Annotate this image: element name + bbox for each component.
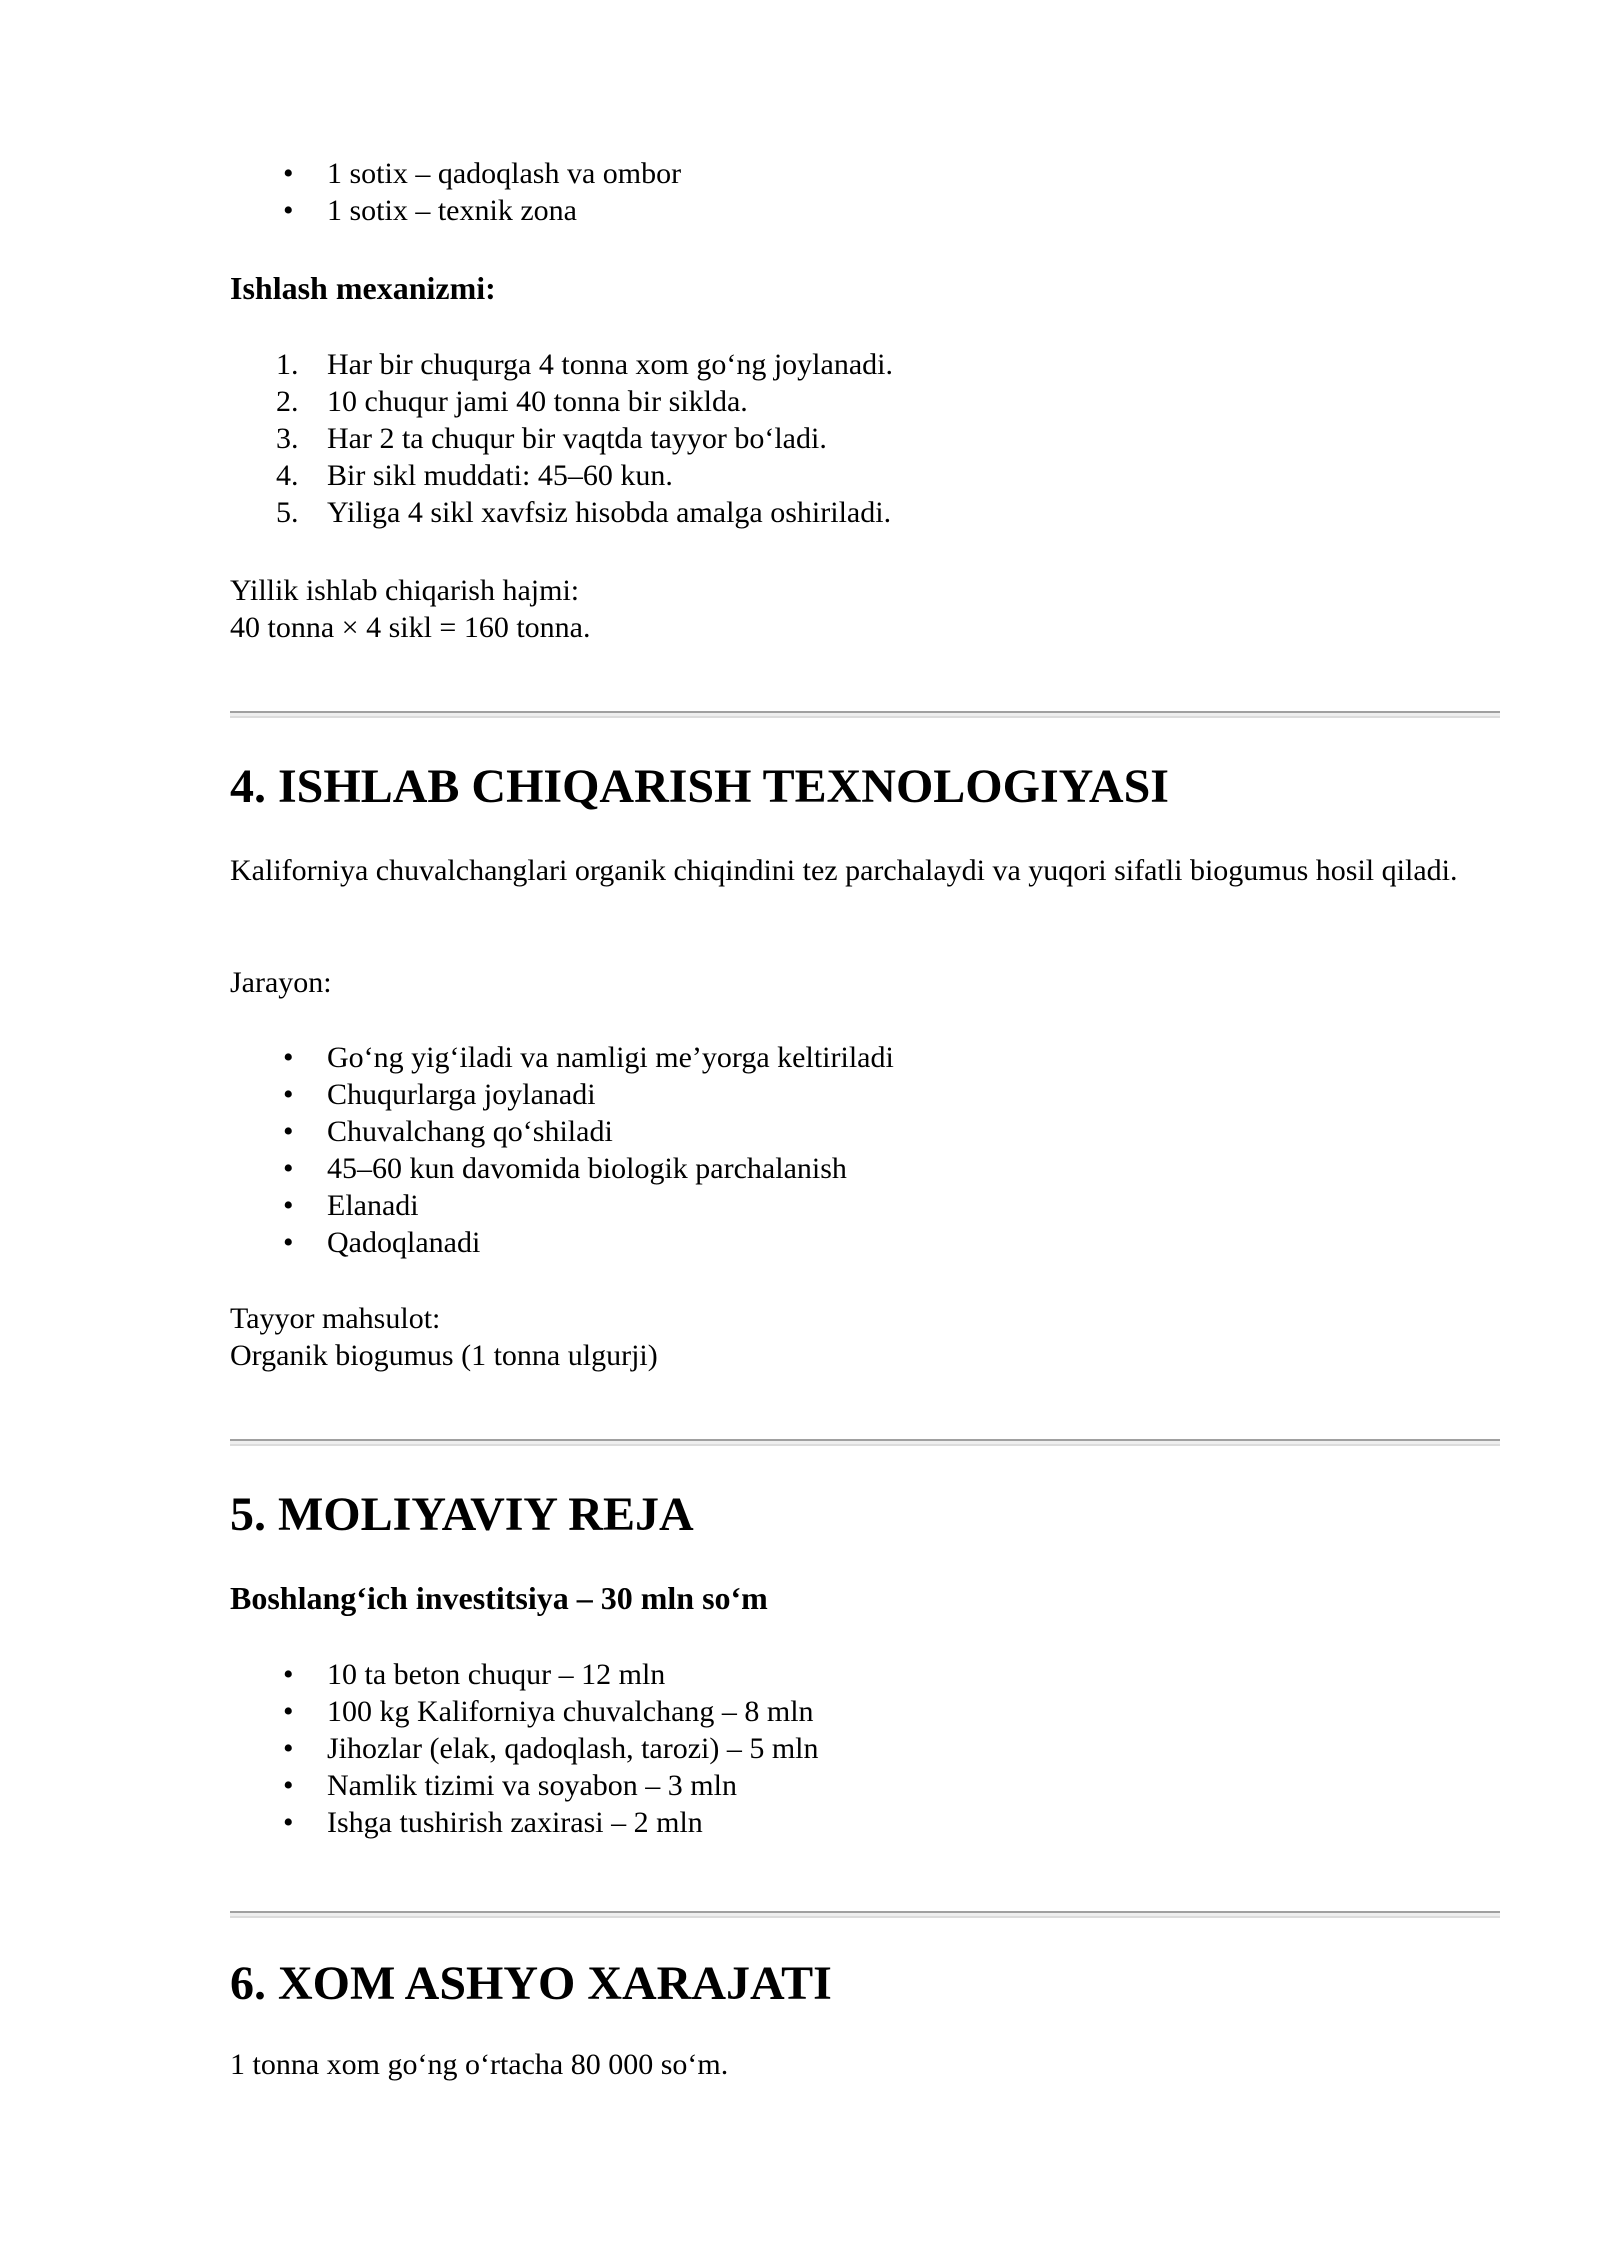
- bullet-marker: •: [283, 1152, 294, 1185]
- list-item-text: Har 2 ta chuqur bir vaqtda tayyor bo‘ladi.: [327, 422, 827, 455]
- list-item-text: Chuqurlarga joylanadi: [327, 1078, 596, 1111]
- bullet-marker: •: [283, 1189, 294, 1222]
- list-item: [230, 1730, 1500, 1767]
- bullet-marker: •: [283, 1115, 294, 1148]
- list-item-text: Elanadi: [327, 1189, 419, 1222]
- bullet-marker: •: [283, 1658, 294, 1691]
- list-item: [230, 1693, 1500, 1730]
- section-4-title: 4. ISHLAB CHIQARISH TEXNOLOGIYASI: [230, 760, 1169, 813]
- list-item: [230, 346, 1500, 383]
- list-item: [230, 1767, 1500, 1804]
- list-item-text: Go‘ng yig‘iladi va namligi me’yorga keltiriladi: [327, 1041, 894, 1074]
- list-item-text: 100 kg Kaliforniya chuvalchang – 8 mln: [327, 1695, 814, 1728]
- list-item: [230, 1113, 1500, 1150]
- bullet-marker: •: [283, 1041, 294, 1074]
- list-item: [230, 1804, 1500, 1841]
- process-label: Jarayon:: [230, 966, 332, 999]
- mechanism-heading: Ishlash mexanizmi:: [230, 270, 496, 306]
- mechanism-steps-list: [230, 346, 1500, 531]
- list-item: [230, 1076, 1500, 1113]
- list-item-text: 1 sotix – texnik zona: [327, 194, 577, 227]
- section-5-title: 5. MOLIYAVIY REJA: [230, 1488, 694, 1541]
- section-divider: [230, 711, 1500, 718]
- bullet-marker: •: [283, 1226, 294, 1259]
- list-item-text: Har bir chuqurga 4 tonna xom go‘ng joylanadi.: [327, 348, 893, 381]
- top-bullet-list: [230, 155, 1500, 229]
- section-divider: [230, 1439, 1500, 1446]
- list-item-text: 1 sotix – qadoqlash va ombor: [327, 157, 682, 190]
- list-item: [230, 1656, 1500, 1693]
- list-item: [230, 155, 1500, 192]
- list-item-text: Jihozlar (elak, qadoqlash, tarozi) – 5 mln: [327, 1732, 819, 1765]
- list-item: [230, 1224, 1500, 1261]
- list-item-text: 10 chuqur jami 40 tonna bir siklda.: [327, 385, 748, 418]
- section-divider: [230, 1911, 1500, 1918]
- bullet-marker: •: [283, 1695, 294, 1728]
- annual-output-formula: 40 tonna × 4 sikl = 160 tonna.: [230, 611, 591, 644]
- list-item-text: Qadoqlanadi: [327, 1226, 481, 1259]
- bullet-marker: •: [283, 194, 294, 227]
- annual-output-label: Yillik ishlab chiqarish hajmi:: [230, 574, 580, 607]
- list-item: [230, 383, 1500, 420]
- number-marker: 4.: [276, 459, 299, 492]
- list-item-text: Ishga tushirish zaxirasi – 2 mln: [327, 1806, 703, 1839]
- product-value: Organik biogumus (1 tonna ulgurji): [230, 1339, 658, 1372]
- number-marker: 5.: [276, 496, 299, 529]
- list-item: [230, 420, 1500, 457]
- raw-material-cost-text: 1 tonna xom go‘ng o‘rtacha 80 000 so‘m.: [230, 2048, 729, 2081]
- list-item-text: 10 ta beton chuqur – 12 mln: [327, 1658, 666, 1691]
- section-4-intro: Kaliforniya chuvalchanglari organik chiqindini tez parchalaydi va yuqori sifatli biogumus hosil qiladi.: [230, 854, 1458, 887]
- bullet-marker: •: [283, 1732, 294, 1765]
- bullet-marker: •: [283, 1078, 294, 1111]
- bullet-marker: •: [283, 1806, 294, 1839]
- list-item: [230, 192, 1500, 229]
- investment-list: [230, 1656, 1500, 1841]
- list-item: [230, 1150, 1500, 1187]
- number-marker: 1.: [276, 348, 299, 381]
- list-item: [230, 494, 1500, 531]
- list-item-text: 45–60 kun davomida biologik parchalanish: [327, 1152, 847, 1185]
- investment-heading: Boshlang‘ich investitsiya – 30 mln so‘m: [230, 1580, 768, 1616]
- list-item: [230, 457, 1500, 494]
- list-item-text: Chuvalchang qo‘shiladi: [327, 1115, 613, 1148]
- section-6-title: 6. XOM ASHYO XARAJATI: [230, 1957, 832, 2010]
- list-item: [230, 1187, 1500, 1224]
- process-list: [230, 1039, 1500, 1261]
- list-item-text: Yiliga 4 sikl xavfsiz hisobda amalga oshiriladi.: [327, 496, 892, 529]
- number-marker: 2.: [276, 385, 299, 418]
- bullet-marker: •: [283, 157, 294, 190]
- list-item: [230, 1039, 1500, 1076]
- list-item-text: Namlik tizimi va soyabon – 3 mln: [327, 1769, 737, 1802]
- bullet-marker: •: [283, 1769, 294, 1802]
- product-label: Tayyor mahsulot:: [230, 1302, 441, 1335]
- list-item-text: Bir sikl muddati: 45–60 kun.: [327, 459, 673, 492]
- number-marker: 3.: [276, 422, 299, 455]
